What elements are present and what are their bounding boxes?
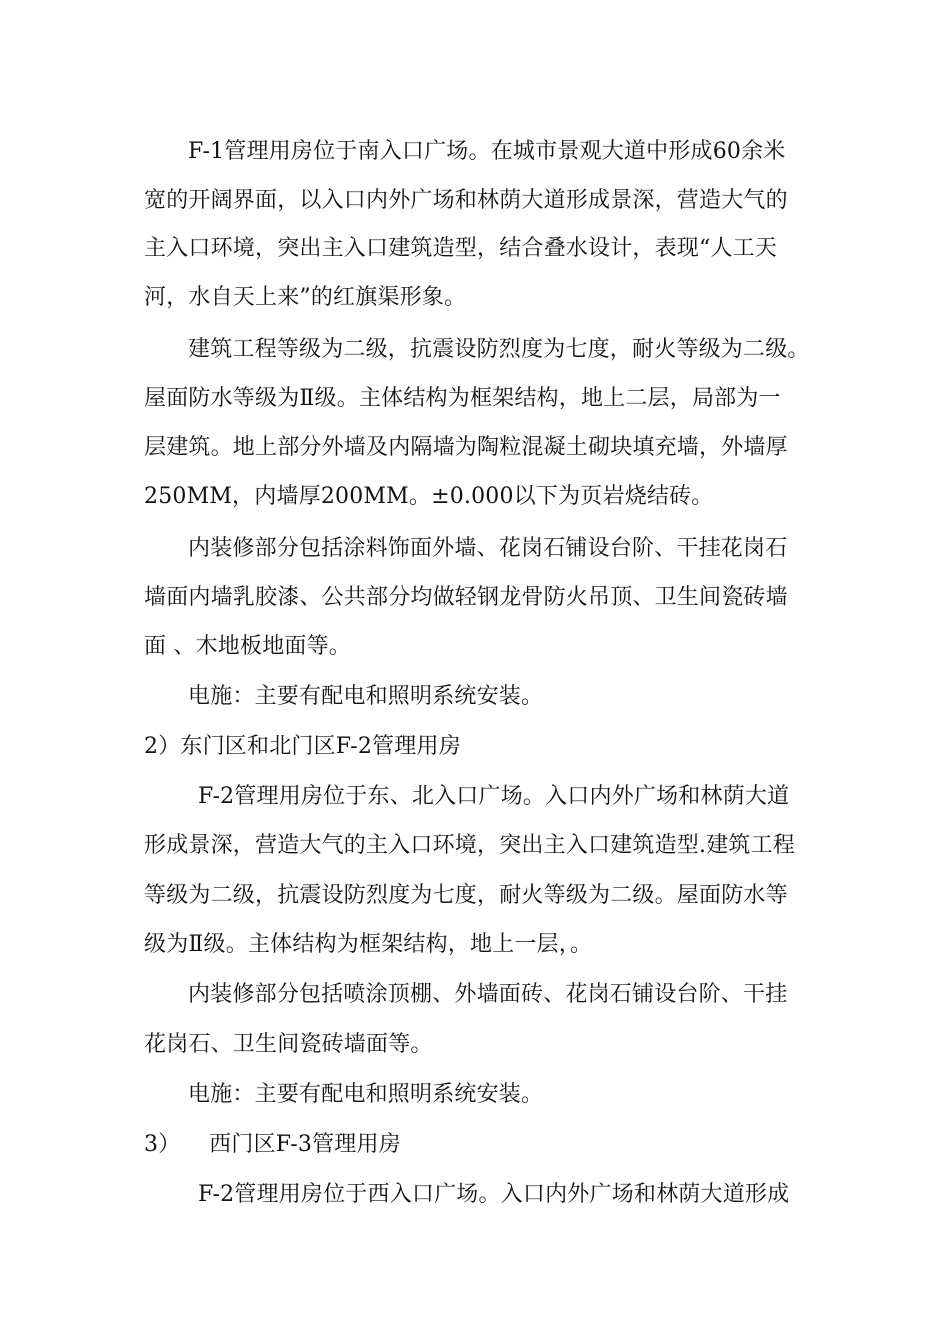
paragraph-line: 250MM，内墙厚200MM。±0.000以下为页岩烧结砖。	[144, 484, 714, 509]
paragraph-line: 层建筑。地上部分外墙及内隔墙为陶粒混凝土砌块填充墙，外墙厚	[144, 435, 788, 460]
paragraph-line: 主入口环境，突出主入口建筑造型，结合叠水设计，表现“人工天	[144, 236, 778, 261]
section-heading: 3） 西门区F-3管理用房	[144, 1132, 401, 1157]
paragraph-line: 面 、木地板地面等。	[144, 634, 351, 659]
paragraph-line: 建筑工程等级为二级，抗震设防烈度为七度，耐火等级为二级。	[188, 337, 810, 362]
paragraph-line: 电施：主要有配电和照明系统安装。	[188, 1082, 544, 1107]
paragraph-line: 花岗石、卫生间瓷砖墙面等。	[144, 1032, 433, 1057]
paragraph-line: 宽的开阔界面，以入口内外广场和林荫大道形成景深，营造大气的	[144, 188, 788, 213]
section-heading: 2）东门区和北门区F-2管理用房	[144, 734, 461, 759]
paragraph-line: 墙面内墙乳胶漆、公共部分均做轻钢龙骨防火吊顶、卫生间瓷砖墙	[144, 585, 788, 610]
paragraph-line: 电施：主要有配电和照明系统安装。	[188, 684, 544, 709]
paragraph-line: F-1管理用房位于南入口广场。在城市景观大道中形成60余米	[188, 139, 786, 164]
paragraph-line: 内装修部分包括涂料饰面外墙、花岗石铺设台阶、干挂花岗石	[188, 536, 788, 561]
paragraph-line: 河，水自天上来”的红旗渠形象。	[144, 285, 467, 310]
paragraph-line: F-2管理用房位于东、北入口广场。入口内外广场和林荫大道	[198, 784, 790, 809]
paragraph-line: F-2管理用房位于西入口广场。入口内外广场和林荫大道形成	[198, 1182, 790, 1207]
paragraph-line: 屋面防水等级为Ⅱ级。主体结构为框架结构，地上二层，局部为一	[144, 386, 781, 411]
paragraph-line: 形成景深，营造大气的主入口环境，突出主入口建筑造型.建筑工程	[144, 833, 795, 858]
paragraph-line: 级为Ⅱ级。主体结构为框架结构，地上一层，。	[144, 932, 593, 957]
paragraph-line: 内装修部分包括喷涂顶棚、外墙面砖、花岗石铺设台阶、干挂	[188, 982, 788, 1007]
paragraph-line: 等级为二级，抗震设防烈度为七度，耐火等级为二级。屋面防水等	[144, 883, 788, 908]
